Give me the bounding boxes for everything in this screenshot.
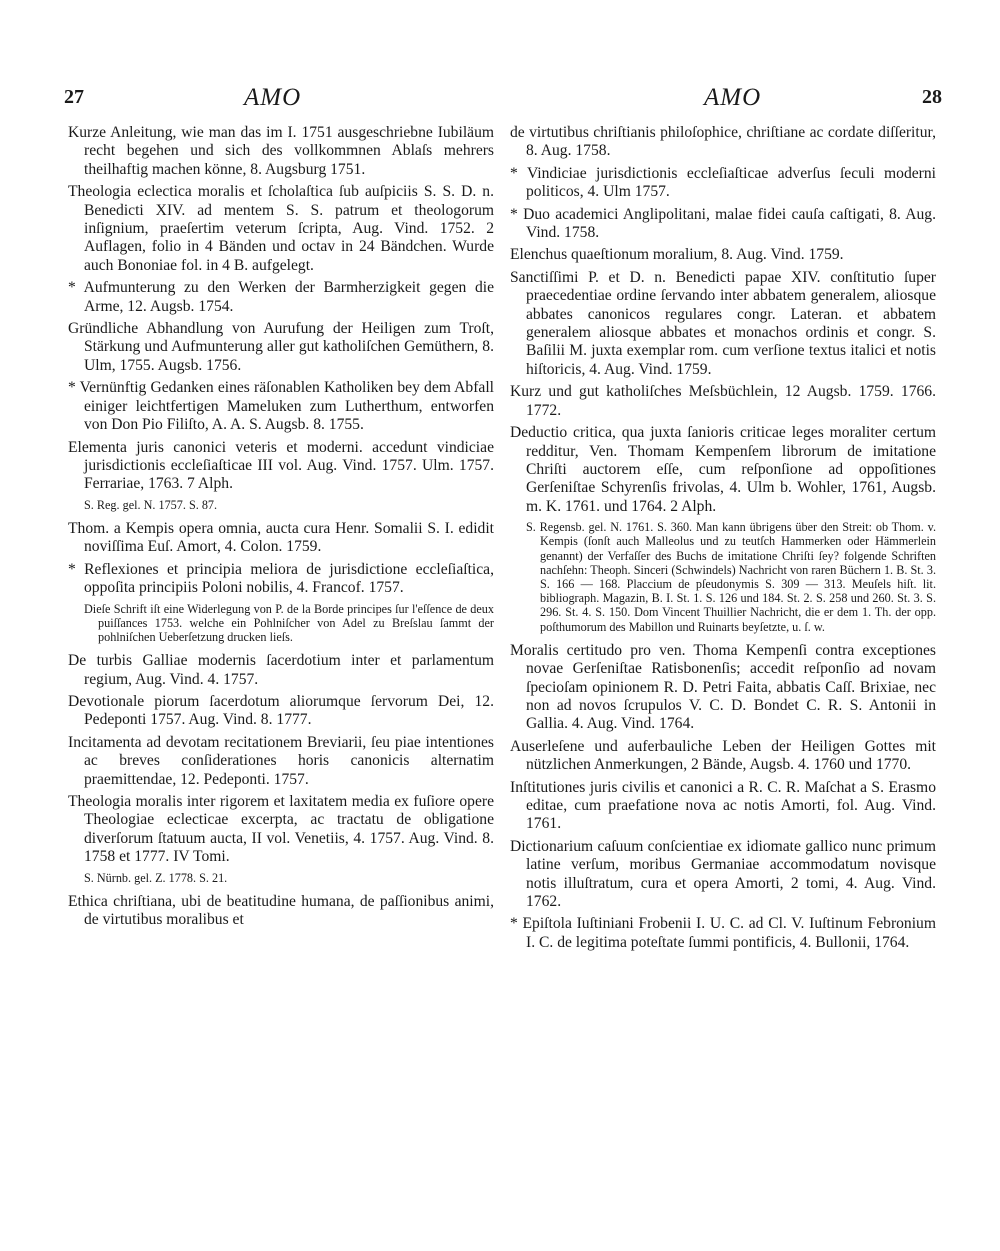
bibliography-entry: * Aufmunterung zu den Werken der Barmherzigkeit gegen die Arme, 12. Augsb. 1754. bbox=[68, 279, 494, 315]
bibliography-entry: de virtutibus chriſtianis philoſophice, chriſtiane ac cordate diſſeritur, 8. Aug. 1758. bbox=[510, 124, 936, 160]
bibliography-entry: Deductio critica, qua juxta ſanioris criticae leges moraliter certum redditur, Ven. Thomam Kempenſem librorum de imitatione Chriſti auctorem eſſe, cum reſponſione ad oppoſitiones Gerſeniſtae Schyrenſis frivolas, 4. Ulm b. Wohler, 1761, Augsb. m. K. 1761. und 1764. 2 Alph. bbox=[510, 424, 936, 515]
bibliography-entry: Inſtitutiones juris civilis et canonici a R. C. R. Maſchat a S. Erasmo editae, cum praefatione nova ac notis Amorti, fol. Aug. Vind. 1761. bbox=[510, 778, 936, 833]
bibliography-entry: Kurz und gut katholiſches Meſsbüchlein, 12 Augsb. 1759. 1766. 1772. bbox=[510, 383, 936, 419]
running-head-left: AMO bbox=[244, 84, 302, 111]
bibliography-entry: Dictionarium caſuum conſcientiae ex idiomate gallico nunc primum latine verſum, moribus Germaniae accommodatum novisque notis illuſtratum, cura et opera Amorti, 2 tomi, 4. Aug. Vind. 1762. bbox=[510, 837, 936, 911]
bibliography-entry: Gründliche Abhandlung von Aurufung der Heiligen zum Troſt, Stärkung und Aufmunterung aller gut katholiſchen Gemüthern, 8. Ulm, 1755. Augsb. 1756. bbox=[68, 320, 494, 374]
running-head-right: AMO bbox=[704, 84, 762, 111]
reference-note: S. Nürnb. gel. Z. 1778. S. 21. bbox=[84, 870, 228, 885]
bibliography-entry: * Vernünftig Gedanken eines räſonablen Katholiken bey dem Abfall einiger leichtfertigen Mameluken zum Lutherthum, entworfen von Don Pio Filiſto, A. A. S. Augsb. 8. 1755. bbox=[68, 379, 494, 434]
reference-note: S. Reg. gel. N. 1757. S. 87. bbox=[84, 497, 218, 512]
bibliography-entry: De turbis Galliae modernis ſacerdotium inter et parlamentum regium, Aug. Vind. 4. 1757. bbox=[68, 652, 494, 688]
left-column bbox=[68, 124, 494, 934]
bibliography-entry: Elementa juris canonici veteris et moderni. accedunt vindiciae jurisdictionis eccleſiaſticae III vol. Aug. Vind. 1757. Ulm. 1757. Ferrariae, 1763. 7 Alph. bbox=[68, 438, 494, 493]
bibliography-entry: Ethica chriſtiana, ubi de beatitudine humana, de paſſionibus animi, de virtutibus moralibus et bbox=[68, 892, 494, 929]
bibliography-entry: Incitamenta ad devotam recitationem Breviarii, ſeu piae intentiones ac breves conſiderationes horis canonicis alternatim praemittendae, 12. Pedeponti. 1757. bbox=[68, 733, 494, 788]
reference-note: S. Regensb. gel. N. 1761. S. 360. Man kann übrigens über den Streit: ob Thom. v. Kempis (ſonſt auch Malleolus und zu teutſch Hammerken oder Hämmerlein genannt) der Verfaſſer des Buchs de imitatione Chriſti ſey? folgende Schriften nachſehn: Theoph. Sinceri (Schwindels) Nachricht von raren Büchern 1. B. St. 3. S. 166 — 168. Placcium de pſeudonymis S. 309 — 313. Meuſels hiſt. lit. bibliograph. Magazin, B. I. St. 1. S. 126 und 184. St. 2. S. 258 und 260. St. 3. S. 296. St. 4. S. 150. Dom Vincent Thuillier Nachricht, die er dem 1. Th. der opp. poſthumorum des Mabillon und Ruinarts beyſetzte, u. ſ. w. bbox=[526, 520, 936, 634]
bibliography-entry: Devotionale piorum ſacerdotum aliorumque ſervorum Dei, 12. Pedeponti 1757. Aug. Vind. 8. 1777. bbox=[68, 692, 494, 729]
page-number-left: 27 bbox=[64, 86, 84, 108]
bibliography-entry: Theologia eclectica moralis et ſcholaſtica ſub auſpiciis S. S. D. n. Benedicti XIV. ad mentem S. S. patrum et theologorum inſignium, praeſertim veterum ſcripta, Aug. Vind. 1752. 2 Auflagen, folio in 4 Bänden und octav in 24 Bändchen. Wurde auch Bononiae fol. in 4 B. aufgelegt. bbox=[68, 183, 494, 274]
page-number-right: 28 bbox=[922, 86, 942, 108]
bibliography-entry: * Reflexiones et principia meliora de jurisdictione eccleſiaſtica, oppoſita principiis Poloni nobilis, 4. Francof. 1757. bbox=[68, 560, 494, 597]
bibliography-entry: * Epiſtola Iuſtiniani Frobenii I. U. C. ad Cl. V. Iuſtinum Febronium I. C. de legitima poteſtate ſummi pontificis, 4. Bullonii, 1764. bbox=[510, 915, 936, 951]
bibliography-entry: Thom. a Kempis opera omnia, aucta cura Henr. Somalii S. I. edidit noviſſima Euſ. Amort, 4. Colon. 1759. bbox=[68, 519, 494, 556]
bibliography-entry: Elenchus quaeſtionum moralium, 8. Aug. Vind. 1759. bbox=[510, 246, 844, 264]
bibliography-entry: Sanctiſſimi P. et D. n. Benedicti papae XIV. conſtitutio ſuper praecedentiae ordine ſervando inter abbatem generalem, aliosque abbates canonicos regulares congr. Lateran. et abbatem generalem aliosque abbates et monachos ordinis et congr. S. Baſilii M. juxta exemplar rom. cum verſione textus italici et notis hiſtoricis, 4. Aug. Vind. 1759. bbox=[510, 268, 936, 378]
bibliography-entry: Moralis certitudo pro ven. Thoma Kempenſi contra exceptiones novae Gerſeniſtae Ratisbonenſis; accedit reſponſio ad novam ſpecioſam opinionem R. D. Petri Faita, abbatis Caſſ. Brixiae, nec non ad novos ſcrupulos V. C. D. Bondet C. R. S. Antonii in Gallia. 4. Aug. Vind. 1764. bbox=[510, 641, 936, 733]
bibliography-entry: Theologia moralis inter rigorem et laxitatem media ex fuſiore opere Theologiae eclecticae excerpta, ac tractatu de obligatione diverſorum ſtatuum aucta, II vol. Venetiis, 4. 1757. Aug. Vind. 8. 1758 et 1777. IV Tomi. bbox=[68, 793, 494, 866]
reference-note: Dieſe Schrift iſt eine Widerlegung von P. de la Borde principes ſur l'eſſence de deux puiſſances 1753. welche ein Pohlniſcher von Adel zu Breſslau ſammt der pohlniſchen Ueberſetzung drucken lieſs. bbox=[84, 601, 494, 644]
bibliography-entry: * Duo academici Anglipolitani, malae fidei cauſa caſtigati, 8. Aug. Vind. 1758. bbox=[510, 205, 936, 242]
bibliography-entry: Kurze Anleitung, wie man das im I. 1751 ausgeschriebne Iubiläum recht begehen und sich des vollkommnen Ablaſs mehrers theilhaftig machen könne, 8. Augsburg 1751. bbox=[68, 124, 494, 178]
bibliography-entry: * Vindiciae jurisdictionis eccleſiaſticae adverſus ſeculi moderni politicos, 4. Ulm 1757. bbox=[510, 164, 936, 201]
right-column bbox=[510, 124, 936, 956]
bibliography-entry: Auserleſene und auferbauliche Leben der Heiligen Gottes mit nützlichen Anmerkungen, 2 Bände, Augsb. 4. 1760 und 1770. bbox=[510, 737, 936, 774]
